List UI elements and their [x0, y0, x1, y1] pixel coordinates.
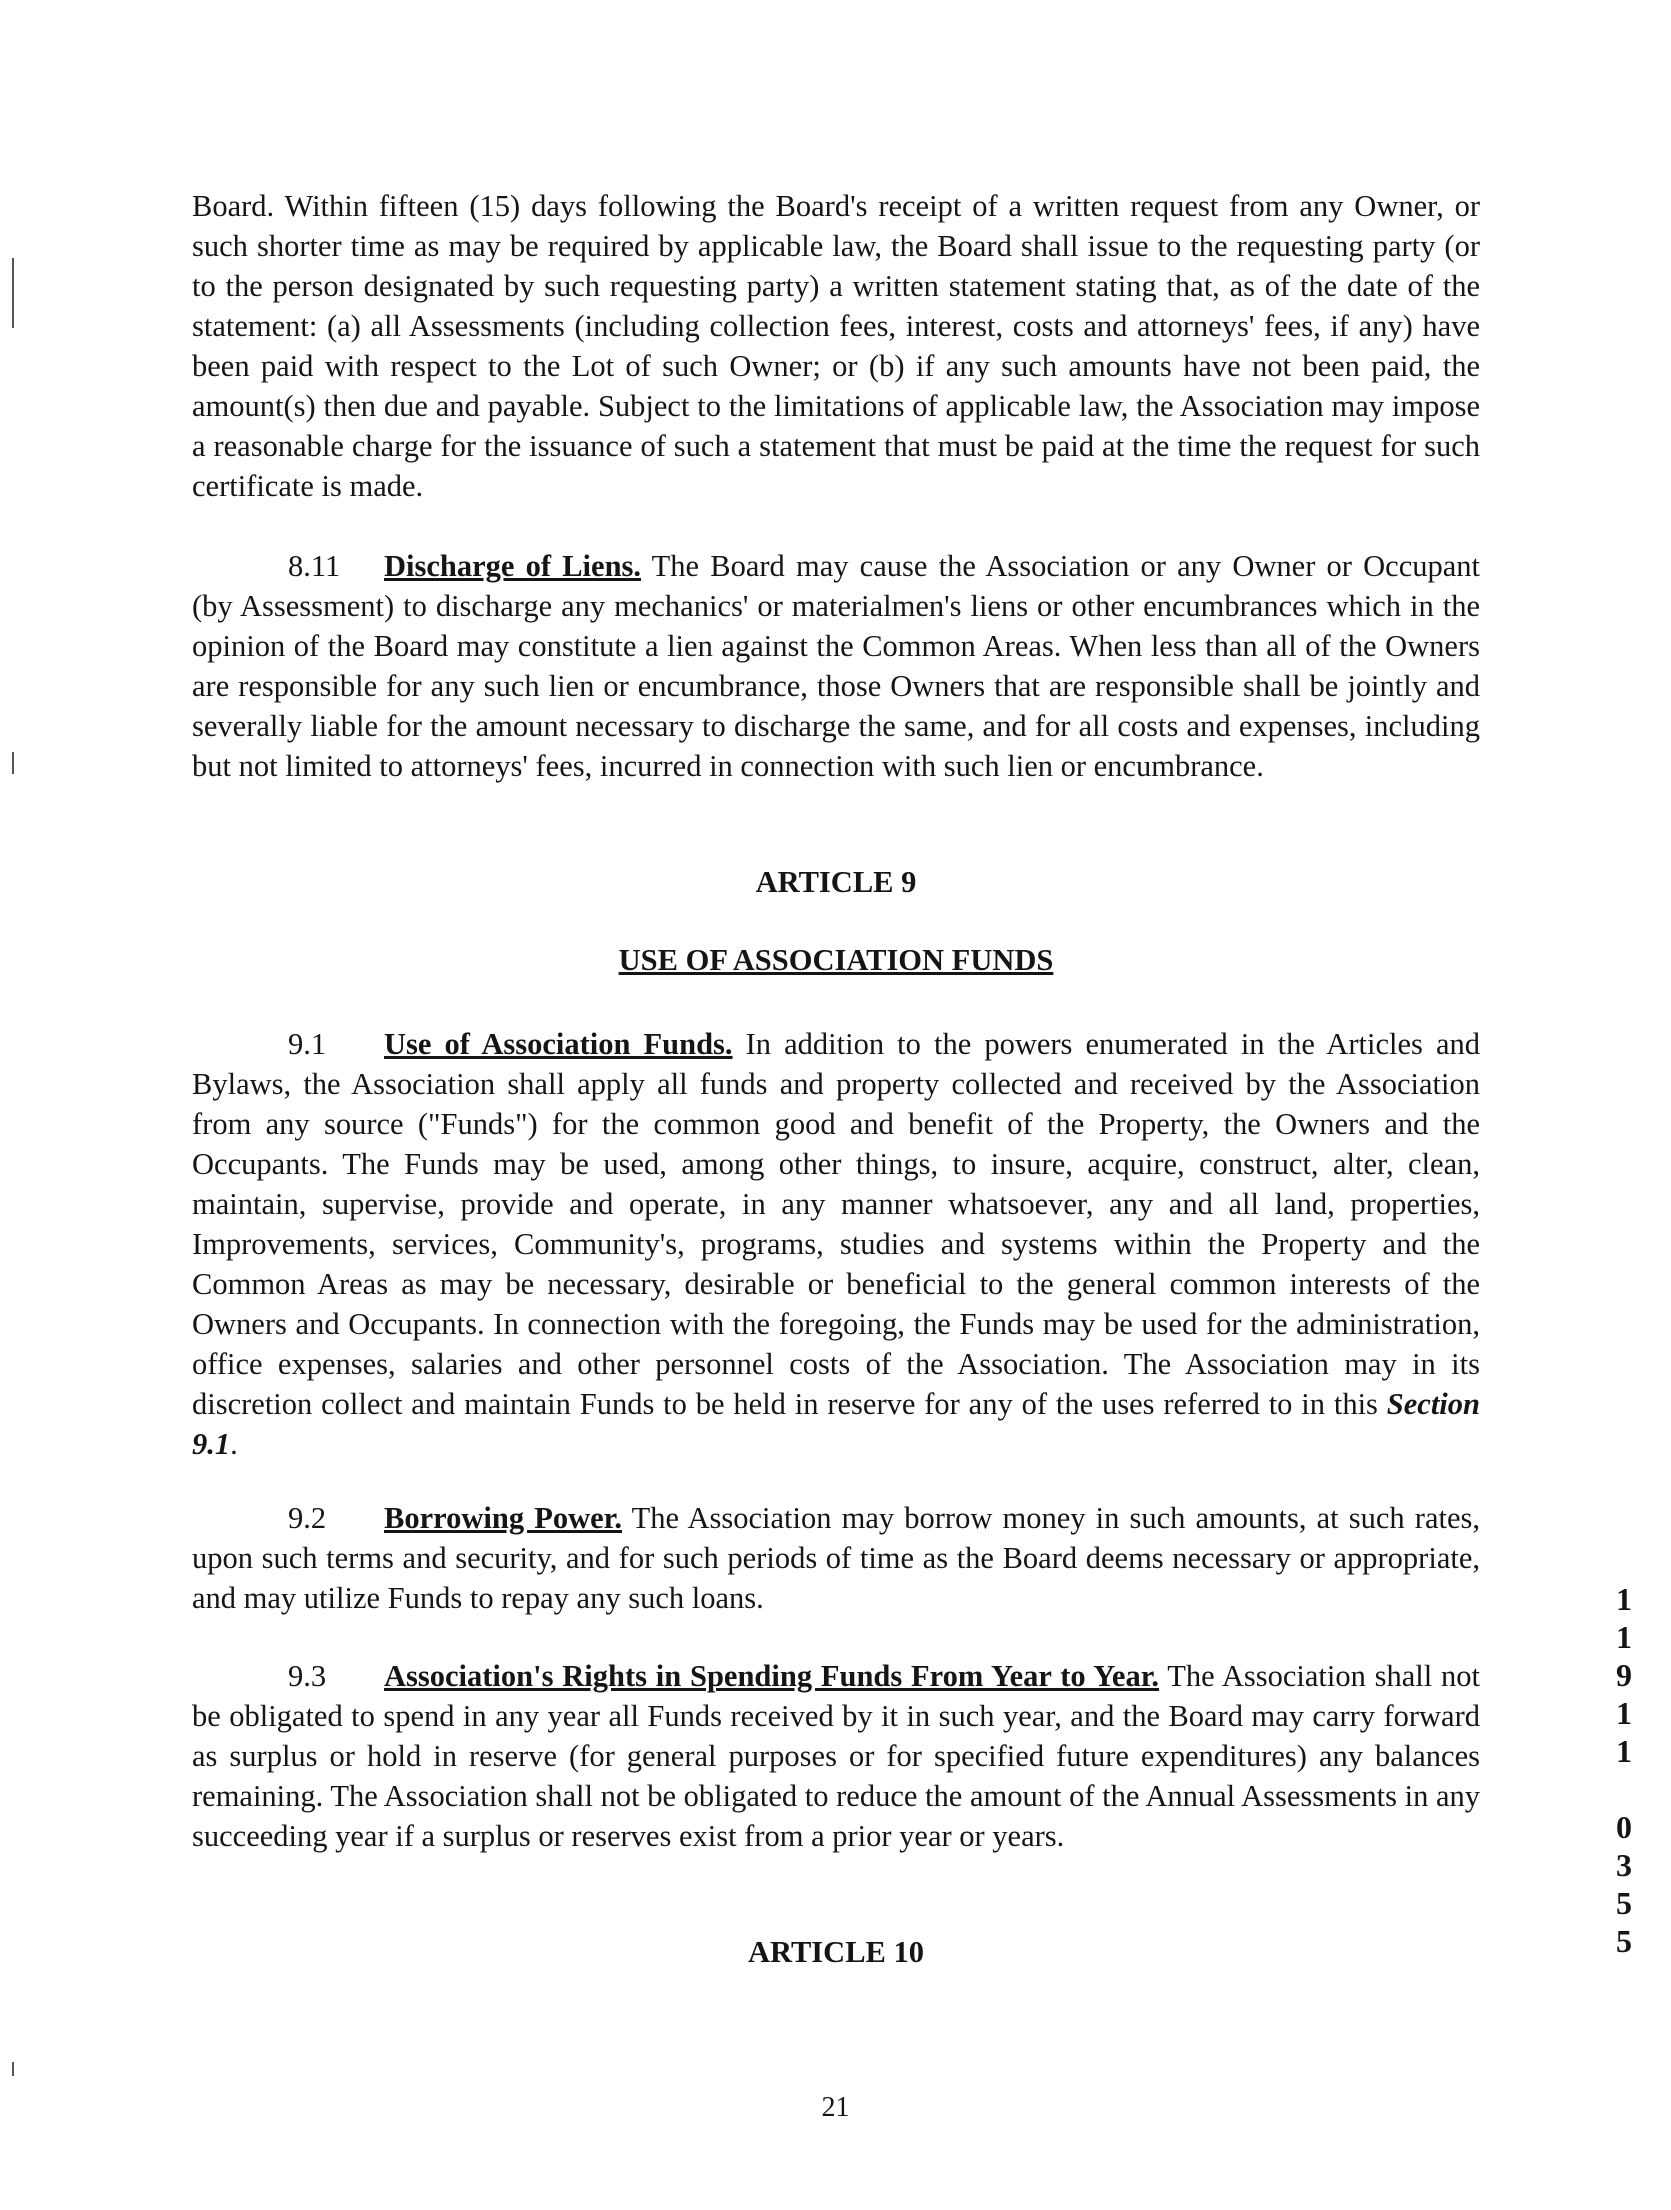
section-heading: Use of Association Funds.	[384, 1027, 733, 1061]
stamp-digit: 5	[1616, 1923, 1632, 1959]
page-number: 21	[821, 2092, 850, 2123]
stamp-digit: 0	[1616, 1809, 1632, 1845]
stamp-digit: 3	[1616, 1847, 1632, 1883]
scan-margin-mark	[12, 258, 14, 328]
section-8-11	[192, 546, 1480, 786]
section-heading: Association's Rights in Spending Funds From Year to Year.	[384, 1659, 1160, 1693]
article-10-label: ARTICLE 10	[747, 1935, 925, 1969]
section-heading: Borrowing Power.	[384, 1501, 623, 1535]
paragraph-text: Board. Within fifteen (15) days following the Board's receipt of a written request from any Owner, or such shorter time as may be required by applicable law, the Board shall issue to the requesting party (or to the person designated by such requesting party) a written statement stating that, as of the date of the statement: (a) all Assessments (including collection fees, interest, costs and attorneys' fees, if any) have been paid with respect to the Lot of such Owner; or (b) if any such amounts have not been paid, the amount(s) then due and payable. Subject to the limitations of applicable law, the Association may impose a reasonable charge for the issuance of such a statement that must be paid at the time the request for such certificate is made.	[192, 189, 1480, 503]
section-text: The Association may borrow money in such amounts, at such rates, upon such terms and security, and for such periods of time as the Board deems necessary or appropriate, and may utilize Funds to repay any such loans.	[192, 1501, 1480, 1615]
section-9-3	[192, 1656, 1480, 1856]
section-text: In addition to the powers enumerated in the Articles and Bylaws, the Association shall apply all funds and property collected and received by the Association from any source ("Funds") for the common good and benefit of the Property, the Owners and the Occupants. The Funds may be used, among other things, to insure, acquire, construct, alter, clean, maintain, supervise, provide and operate, in any manner whatsoever, any and all land, properties, Improvements, services, Community's, programs, studies and systems within the Property and the Common Areas as may be necessary, desirable or beneficial to the general common interests of the Owners and Occupants. In connection with the foregoing, the Funds may be used for the administration, office expenses, salaries and other personnel costs of the Association. The Association may in its discretion collect and maintain Funds to be held in reserve for any of the uses referred to in this	[192, 1027, 1480, 1421]
stamp-digit: 5	[1616, 1885, 1632, 1921]
section-text: The Board may cause the Association or any Owner or Occupant (by Assessment) to discharge any mechanics' or materialmen's liens or other encumbrances which in the opinion of the Board may constitute a lien against the Common Areas. When less than all of the Owners are responsible for any such lien or encumbrance, those Owners that are responsible shall be jointly and severally liable for the amount necessary to discharge the same, and for all costs and expenses, including but not limited to attorneys' fees, incurred in connection with such lien or encumbrance.	[192, 549, 1480, 783]
stamp-digit: 1	[1616, 1581, 1632, 1617]
stamp-digit	[1604, 1770, 1644, 1808]
section-number: 9.2	[288, 1501, 327, 1535]
section-number: 9.1	[288, 1027, 327, 1061]
section-heading: Discharge of Liens.	[384, 549, 642, 583]
article-9-label: ARTICLE 9	[755, 865, 917, 899]
section-end: .	[230, 1427, 238, 1461]
stamp-digit: 9	[1616, 1657, 1632, 1693]
stamp-digit: 1	[1616, 1695, 1632, 1731]
section-9-1	[192, 1024, 1480, 1464]
stamp-digit: 1	[1616, 1733, 1632, 1769]
section-text: The Association shall not be obligated to spend in any year all Funds received by it in such year, and the Board may carry forward as surplus or hold in reserve (for general purposes or for specified future expenditures) any balances remaining. The Association shall not be obligated to reduce the amount of the Annual Assessments in any succeeding year if a surplus or reserves exist from a prior year or years.	[192, 1659, 1480, 1853]
scan-margin-mark	[12, 752, 14, 774]
scan-margin-mark	[12, 2062, 14, 2076]
paragraph-board-statement	[192, 186, 1480, 506]
stamp-digit: 1	[1616, 1619, 1632, 1655]
article-9-title: USE OF ASSOCIATION FUNDS	[618, 943, 1054, 977]
section-number: 8.11	[288, 549, 341, 583]
section-number: 9.3	[288, 1659, 327, 1693]
recording-stamp	[1604, 1580, 1644, 1960]
section-reference: Section 9.1	[192, 1387, 1480, 1461]
section-9-2	[192, 1498, 1480, 1618]
